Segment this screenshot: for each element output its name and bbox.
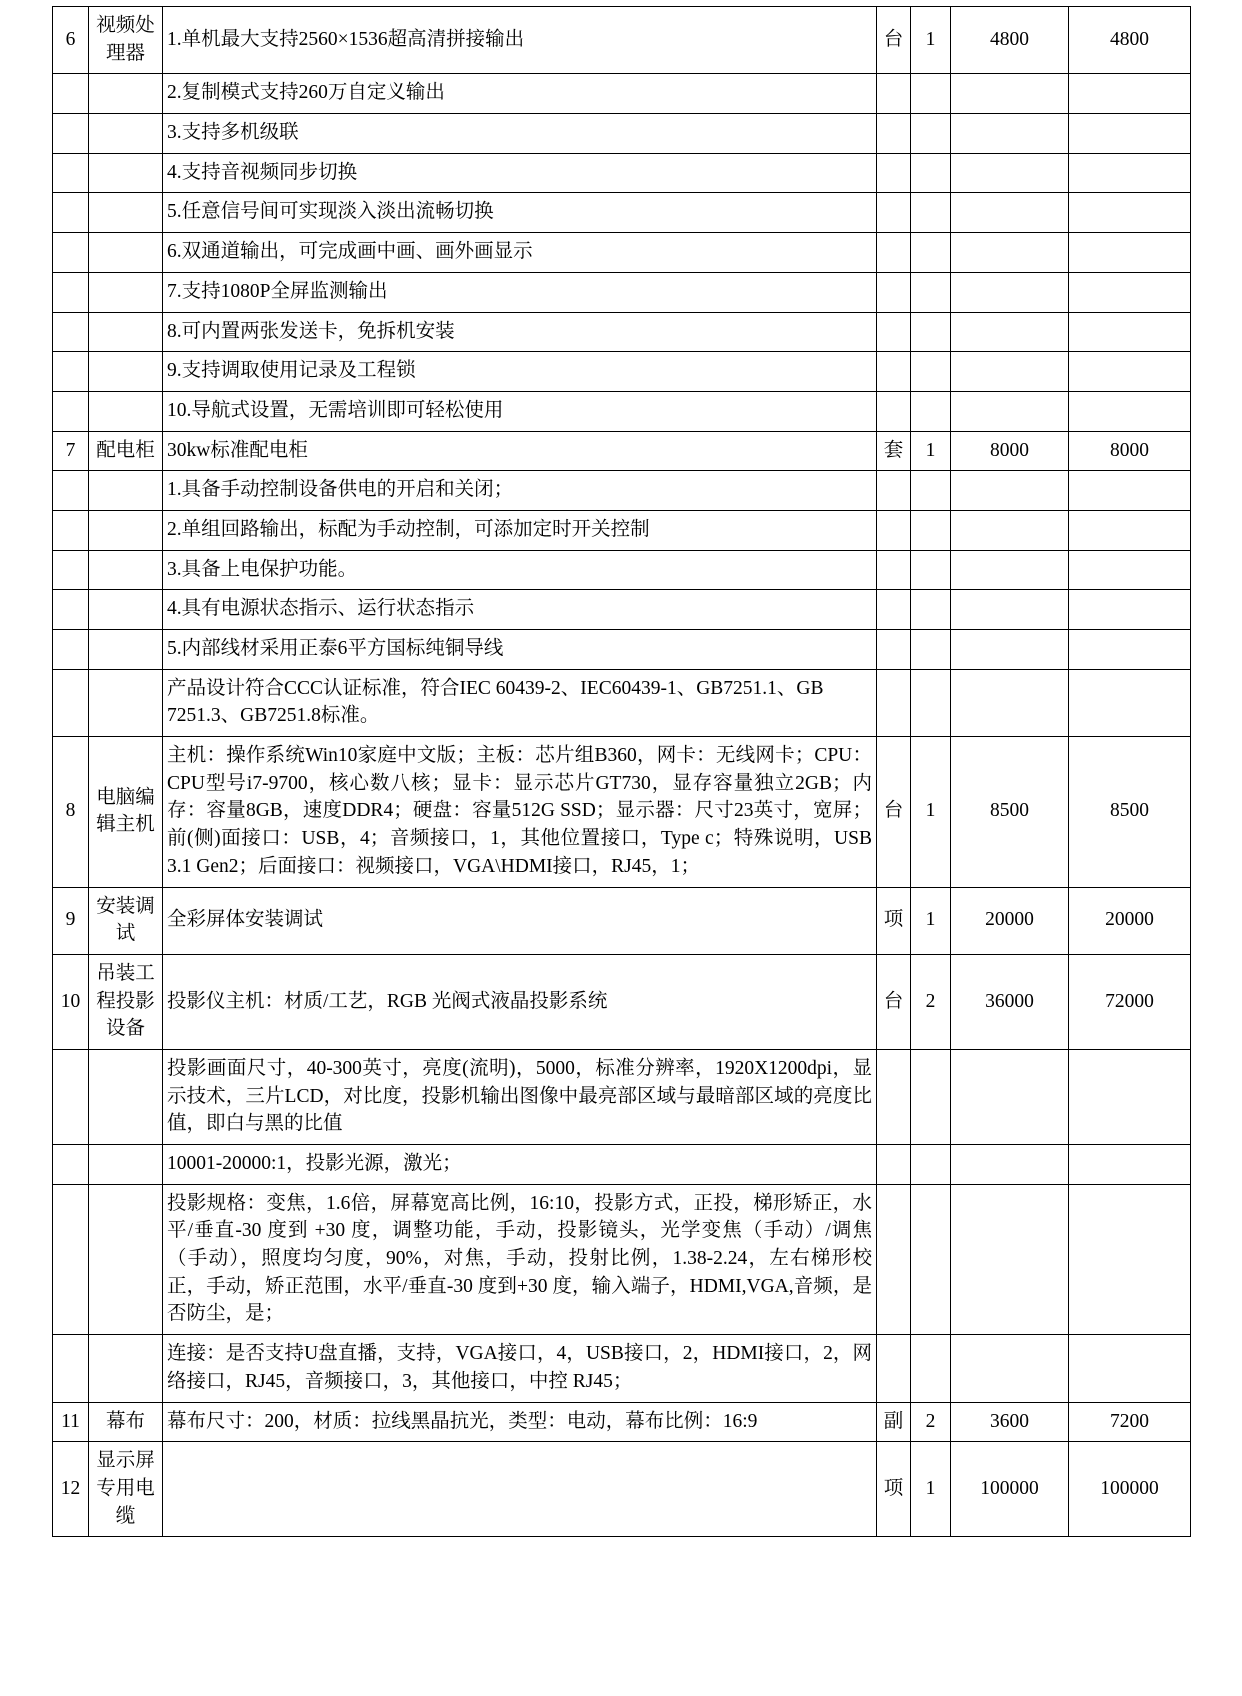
cell-total-price xyxy=(1069,312,1191,352)
cell-serial-number xyxy=(53,312,89,352)
cell-specification: 10001-20000:1，投影光源，激光； xyxy=(163,1145,877,1185)
cell-unit-price: 3600 xyxy=(951,1402,1069,1442)
cell-total-price: 8000 xyxy=(1069,431,1191,471)
cell-item-name xyxy=(89,114,163,154)
cell-unit xyxy=(877,630,911,670)
table-row xyxy=(53,669,1191,736)
cell-serial-number xyxy=(53,272,89,312)
cell-quantity xyxy=(911,193,951,233)
table-row xyxy=(53,590,1191,630)
cell-specification: 7.支持1080P全屏监测输出 xyxy=(163,272,877,312)
cell-specification: 幕布尺寸：200，材质：拉线黑晶抗光，类型：电动，幕布比例：16:9 xyxy=(163,1402,877,1442)
equipment-spec-table xyxy=(52,6,1191,1537)
cell-unit xyxy=(877,233,911,273)
table-row xyxy=(53,391,1191,431)
table-row xyxy=(53,431,1191,471)
cell-total-price xyxy=(1069,391,1191,431)
cell-item-name xyxy=(89,153,163,193)
cell-unit: 套 xyxy=(877,431,911,471)
cell-item-name: 配电柜 xyxy=(89,431,163,471)
cell-serial-number: 7 xyxy=(53,431,89,471)
cell-total-price xyxy=(1069,114,1191,154)
cell-item-name: 视频处理器 xyxy=(89,7,163,74)
cell-specification: 30kw标准配电柜 xyxy=(163,431,877,471)
table-row xyxy=(53,1402,1191,1442)
cell-unit xyxy=(877,1049,911,1144)
cell-unit xyxy=(877,391,911,431)
cell-quantity xyxy=(911,1184,951,1334)
cell-quantity: 2 xyxy=(911,954,951,1049)
cell-serial-number xyxy=(53,153,89,193)
cell-quantity: 1 xyxy=(911,887,951,954)
cell-serial-number xyxy=(53,391,89,431)
cell-serial-number xyxy=(53,630,89,670)
cell-serial-number xyxy=(53,1184,89,1334)
cell-unit-price xyxy=(951,1049,1069,1144)
cell-specification: 产品设计符合CCC认证标准，符合IEC 60439-2、IEC60439-1、GB7251.1、GB 7251.3、GB7251.8标准。 xyxy=(163,669,877,736)
cell-unit-price xyxy=(951,352,1069,392)
table-row xyxy=(53,114,1191,154)
cell-unit-price xyxy=(951,153,1069,193)
cell-item-name xyxy=(89,233,163,273)
cell-serial-number xyxy=(53,590,89,630)
cell-item-name xyxy=(89,669,163,736)
cell-serial-number: 10 xyxy=(53,954,89,1049)
cell-unit-price xyxy=(951,193,1069,233)
cell-quantity: 2 xyxy=(911,1402,951,1442)
cell-unit xyxy=(877,272,911,312)
table-row xyxy=(53,1145,1191,1185)
cell-serial-number xyxy=(53,471,89,511)
cell-specification: 5.内部线材采用正泰6平方国标纯铜导线 xyxy=(163,630,877,670)
cell-item-name xyxy=(89,590,163,630)
table-row xyxy=(53,954,1191,1049)
table-row xyxy=(53,887,1191,954)
cell-total-price xyxy=(1069,1049,1191,1144)
cell-unit-price xyxy=(951,74,1069,114)
cell-unit-price xyxy=(951,669,1069,736)
table-row xyxy=(53,1335,1191,1402)
cell-item-name xyxy=(89,1049,163,1144)
cell-unit xyxy=(877,74,911,114)
cell-specification: 3.具备上电保护功能。 xyxy=(163,550,877,590)
cell-total-price xyxy=(1069,590,1191,630)
cell-item-name xyxy=(89,74,163,114)
cell-unit: 项 xyxy=(877,1442,911,1537)
cell-quantity xyxy=(911,114,951,154)
cell-total-price xyxy=(1069,233,1191,273)
cell-unit-price xyxy=(951,510,1069,550)
cell-specification: 4.具有电源状态指示、运行状态指示 xyxy=(163,590,877,630)
cell-item-name xyxy=(89,550,163,590)
cell-unit-price: 8500 xyxy=(951,737,1069,887)
cell-quantity: 1 xyxy=(911,7,951,74)
cell-quantity xyxy=(911,510,951,550)
table-row xyxy=(53,74,1191,114)
cell-item-name xyxy=(89,1145,163,1185)
cell-serial-number xyxy=(53,1335,89,1402)
cell-unit-price: 36000 xyxy=(951,954,1069,1049)
cell-unit: 项 xyxy=(877,887,911,954)
cell-total-price xyxy=(1069,1145,1191,1185)
cell-item-name xyxy=(89,1335,163,1402)
cell-unit xyxy=(877,590,911,630)
cell-serial-number xyxy=(53,233,89,273)
cell-unit xyxy=(877,153,911,193)
table-body xyxy=(53,7,1191,1537)
table-row xyxy=(53,1184,1191,1334)
table-row xyxy=(53,7,1191,74)
cell-specification: 连接：是否支持U盘直播，支持，VGA接口，4，USB接口，2，HDMI接口，2，网络接口，RJ45，音频接口，3，其他接口，中控 RJ45； xyxy=(163,1335,877,1402)
cell-specification: 8.可内置两张发送卡，免拆机安装 xyxy=(163,312,877,352)
cell-unit xyxy=(877,312,911,352)
cell-specification: 9.支持调取使用记录及工程锁 xyxy=(163,352,877,392)
cell-item-name xyxy=(89,1184,163,1334)
table-row xyxy=(53,510,1191,550)
cell-unit-price: 100000 xyxy=(951,1442,1069,1537)
cell-unit xyxy=(877,1145,911,1185)
cell-quantity xyxy=(911,669,951,736)
cell-item-name: 显示屏专用电缆 xyxy=(89,1442,163,1537)
cell-total-price xyxy=(1069,669,1191,736)
table-row xyxy=(53,153,1191,193)
table-row xyxy=(53,272,1191,312)
cell-total-price xyxy=(1069,74,1191,114)
cell-serial-number xyxy=(53,1145,89,1185)
cell-quantity xyxy=(911,233,951,273)
cell-item-name: 安装调试 xyxy=(89,887,163,954)
cell-unit-price: 8000 xyxy=(951,431,1069,471)
cell-unit-price xyxy=(951,1145,1069,1185)
cell-serial-number xyxy=(53,193,89,233)
cell-serial-number xyxy=(53,510,89,550)
cell-unit-price: 20000 xyxy=(951,887,1069,954)
cell-serial-number xyxy=(53,352,89,392)
cell-specification: 主机：操作系统Win10家庭中文版；主板：芯片组B360，网卡：无线网卡；CPU：CPU型号i7-9700，核心数八核；显卡：显示芯片GT730，显存容量独立2GB；内存：容量8GB，速度DDR4；硬盘：容量512G SSD；显示器：尺寸23英寸，宽屏；前(侧)面接口：USB，4；音频接口，1，其他位置接口，Type c；特殊说明，USB 3.1 Gen2；后面接口：视频接口，VGA\HDMI接口，RJ45，1； xyxy=(163,737,877,887)
cell-unit xyxy=(877,193,911,233)
cell-quantity xyxy=(911,471,951,511)
cell-serial-number: 9 xyxy=(53,887,89,954)
cell-total-price xyxy=(1069,153,1191,193)
cell-item-name: 电脑编辑主机 xyxy=(89,737,163,887)
cell-total-price: 4800 xyxy=(1069,7,1191,74)
cell-specification: 投影仪主机：材质/工艺，RGB 光阀式液晶投影系统 xyxy=(163,954,877,1049)
cell-specification: 5.任意信号间可实现淡入淡出流畅切换 xyxy=(163,193,877,233)
cell-quantity xyxy=(911,312,951,352)
cell-item-name xyxy=(89,630,163,670)
cell-quantity xyxy=(911,590,951,630)
cell-item-name xyxy=(89,272,163,312)
cell-item-name xyxy=(89,193,163,233)
cell-quantity xyxy=(911,1335,951,1402)
cell-total-price xyxy=(1069,550,1191,590)
cell-unit-price xyxy=(951,114,1069,154)
cell-unit-price xyxy=(951,391,1069,431)
cell-unit xyxy=(877,114,911,154)
cell-unit-price xyxy=(951,1335,1069,1402)
table-row xyxy=(53,233,1191,273)
table-row xyxy=(53,1442,1191,1537)
cell-item-name xyxy=(89,510,163,550)
table-row xyxy=(53,312,1191,352)
cell-specification: 1.具备手动控制设备供电的开启和关闭； xyxy=(163,471,877,511)
cell-total-price xyxy=(1069,1184,1191,1334)
cell-quantity xyxy=(911,391,951,431)
cell-item-name xyxy=(89,471,163,511)
cell-quantity: 1 xyxy=(911,737,951,887)
cell-serial-number: 6 xyxy=(53,7,89,74)
table-row xyxy=(53,352,1191,392)
cell-quantity xyxy=(911,1049,951,1144)
cell-serial-number xyxy=(53,1049,89,1144)
cell-unit xyxy=(877,1184,911,1334)
cell-unit-price xyxy=(951,590,1069,630)
cell-unit: 台 xyxy=(877,737,911,887)
cell-serial-number xyxy=(53,74,89,114)
cell-total-price: 8500 xyxy=(1069,737,1191,887)
cell-quantity xyxy=(911,630,951,670)
table-row xyxy=(53,471,1191,511)
cell-specification: 4.支持音视频同步切换 xyxy=(163,153,877,193)
cell-item-name xyxy=(89,312,163,352)
cell-total-price xyxy=(1069,352,1191,392)
cell-serial-number xyxy=(53,669,89,736)
cell-specification: 1.单机最大支持2560×1536超高清拼接输出 xyxy=(163,7,877,74)
cell-unit xyxy=(877,669,911,736)
cell-item-name xyxy=(89,391,163,431)
cell-item-name: 吊装工程投影设备 xyxy=(89,954,163,1049)
table-row xyxy=(53,193,1191,233)
cell-unit xyxy=(877,550,911,590)
cell-unit-price xyxy=(951,550,1069,590)
cell-specification: 全彩屏体安装调试 xyxy=(163,887,877,954)
cell-unit-price xyxy=(951,1184,1069,1334)
cell-serial-number xyxy=(53,114,89,154)
cell-total-price xyxy=(1069,1335,1191,1402)
cell-unit xyxy=(877,1335,911,1402)
cell-specification: 投影规格：变焦，1.6倍，屏幕宽高比例，16:10，投影方式，正投，梯形矫正，水平/垂直-30 度到 +30 度，调整功能，手动，投影镜头，光学变焦（手动）/调焦（手动），照度均匀度，90%，对焦，手动，投射比例，1.38-2.24，左右梯形校正，手动，矫正范围，水平/垂直-30 度到+30 度，输入端子，HDMI,VGA,音频，是否防尘，是； xyxy=(163,1184,877,1334)
cell-specification: 3.支持多机级联 xyxy=(163,114,877,154)
cell-quantity xyxy=(911,1145,951,1185)
cell-total-price xyxy=(1069,193,1191,233)
cell-unit-price xyxy=(951,312,1069,352)
cell-unit-price xyxy=(951,233,1069,273)
cell-quantity xyxy=(911,153,951,193)
cell-unit: 副 xyxy=(877,1402,911,1442)
cell-total-price: 7200 xyxy=(1069,1402,1191,1442)
cell-unit-price: 4800 xyxy=(951,7,1069,74)
cell-total-price xyxy=(1069,471,1191,511)
cell-item-name xyxy=(89,352,163,392)
cell-quantity: 1 xyxy=(911,431,951,471)
table-row xyxy=(53,737,1191,887)
cell-serial-number: 8 xyxy=(53,737,89,887)
cell-total-price xyxy=(1069,272,1191,312)
cell-serial-number xyxy=(53,550,89,590)
cell-specification: 2.复制模式支持260万自定义输出 xyxy=(163,74,877,114)
cell-unit: 台 xyxy=(877,954,911,1049)
cell-specification: 6.双通道输出，可完成画中画、画外画显示 xyxy=(163,233,877,273)
cell-unit: 台 xyxy=(877,7,911,74)
cell-quantity xyxy=(911,74,951,114)
cell-unit xyxy=(877,510,911,550)
cell-specification: 10.导航式设置，无需培训即可轻松使用 xyxy=(163,391,877,431)
cell-quantity xyxy=(911,352,951,392)
cell-serial-number: 11 xyxy=(53,1402,89,1442)
cell-total-price xyxy=(1069,510,1191,550)
cell-serial-number: 12 xyxy=(53,1442,89,1537)
cell-specification xyxy=(163,1442,877,1537)
cell-total-price: 100000 xyxy=(1069,1442,1191,1537)
cell-quantity xyxy=(911,550,951,590)
cell-specification: 投影画面尺寸，40-300英寸，亮度(流明)，5000，标准分辨率，1920X1200dpi，显示技术，三片LCD，对比度，投影机输出图像中最亮部区域与最暗部区域的亮度比值，即白与黑的比值 xyxy=(163,1049,877,1144)
table-row xyxy=(53,1049,1191,1144)
cell-quantity: 1 xyxy=(911,1442,951,1537)
table-row xyxy=(53,550,1191,590)
cell-unit-price xyxy=(951,471,1069,511)
cell-unit xyxy=(877,352,911,392)
cell-total-price: 72000 xyxy=(1069,954,1191,1049)
cell-unit-price xyxy=(951,272,1069,312)
cell-total-price: 20000 xyxy=(1069,887,1191,954)
cell-total-price xyxy=(1069,630,1191,670)
table-row xyxy=(53,630,1191,670)
cell-quantity xyxy=(911,272,951,312)
cell-item-name: 幕布 xyxy=(89,1402,163,1442)
cell-specification: 2.单组回路输出，标配为手动控制，可添加定时开关控制 xyxy=(163,510,877,550)
cell-unit xyxy=(877,471,911,511)
cell-unit-price xyxy=(951,630,1069,670)
